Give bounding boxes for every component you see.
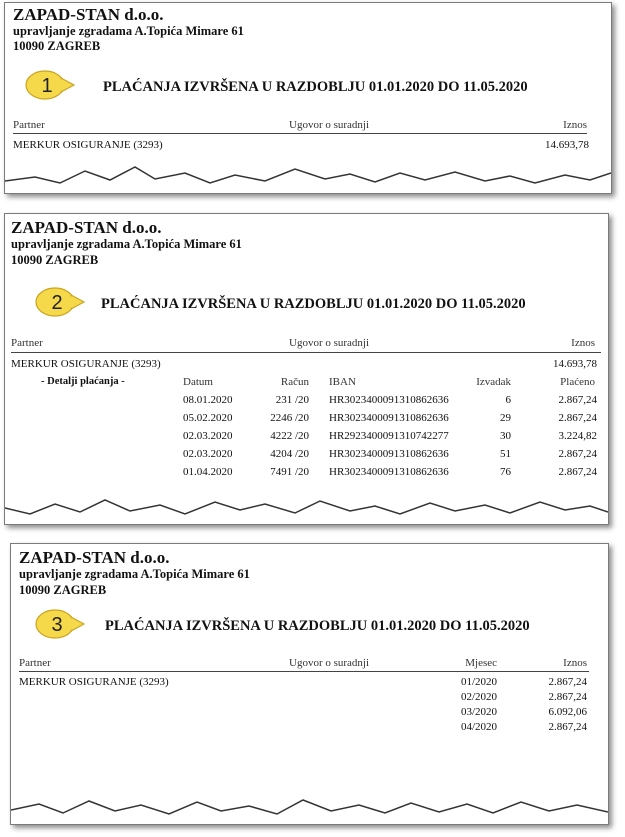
- company-address-line1: upravljanje zgradama A.Topića Mimare 61: [19, 567, 250, 581]
- detail-iban: HR3023400091310862636: [329, 466, 449, 478]
- column-header-partner: Partner: [19, 657, 51, 669]
- payment-details-label: - Detalji plaćanja -: [41, 376, 125, 387]
- detail-datum: 02.03.2020: [183, 448, 233, 460]
- month-amount: 6.092,06: [548, 706, 587, 718]
- report-panel-3: [10, 543, 609, 825]
- detail-placeno: 2.867,24: [558, 448, 597, 460]
- detail-iban: HR3023400091310862636: [329, 412, 449, 424]
- company-address-line2: 10090 ZAGREB: [19, 583, 107, 597]
- column-header-iznos: Iznos: [563, 119, 587, 131]
- month-value: 02/2020: [460, 691, 497, 703]
- column-header-ugovor: Ugovor o suradnji: [289, 657, 370, 669]
- detail-header-placeno: Plaćeno: [560, 376, 595, 388]
- callout-badge-number: 2: [51, 292, 63, 314]
- company-name: ZAPAD-STAN d.o.o.: [19, 548, 170, 567]
- report-panel-1: [4, 2, 612, 194]
- header-rule: [19, 671, 589, 672]
- company-address-line2: 10090 ZAGREB: [13, 39, 101, 53]
- month-amount: 2.867,24: [548, 676, 587, 688]
- detail-header-izvadak: Izvadak: [476, 376, 511, 388]
- company-address-line1: upravljanje zgradama A.Topića Mimare 61: [13, 24, 244, 38]
- torn-edge: [11, 784, 608, 824]
- callout-badge-number: 3: [51, 614, 63, 636]
- detail-datum: 01.04.2020: [183, 466, 233, 478]
- column-header-mjesec: Mjesec: [465, 657, 497, 669]
- detail-datum: 02.03.2020: [183, 430, 233, 442]
- company-name: ZAPAD-STAN d.o.o.: [13, 5, 164, 24]
- partner-name: MERKUR OSIGURANJE (3293): [13, 139, 163, 151]
- detail-header-datum: Datum: [183, 376, 213, 388]
- partner-total: 14.693,78: [545, 139, 589, 151]
- detail-izvadak: 29: [500, 412, 511, 424]
- partner-name: MERKUR OSIGURANJE (3293): [11, 358, 161, 370]
- partner-name: MERKUR OSIGURANJE (3293): [19, 676, 169, 688]
- detail-placeno: 2.867,24: [558, 412, 597, 424]
- detail-iban: HR3023400091310862636: [329, 448, 449, 460]
- detail-izvadak: 76: [500, 466, 511, 478]
- detail-datum: 08.01.2020: [183, 394, 233, 406]
- detail-racun: 4204 /20: [270, 448, 309, 460]
- company-name: ZAPAD-STAN d.o.o.: [11, 218, 162, 237]
- detail-datum: 05.02.2020: [183, 412, 233, 424]
- detail-placeno: 3.224,82: [558, 430, 597, 442]
- report-title: PLAĆANJA IZVRŠENA U RAZDOBLJU 01.01.2020 DO 11.05.2020: [103, 79, 528, 95]
- column-header-ugovor: Ugovor o suradnji: [289, 337, 370, 349]
- company-address-line2: 10090 ZAGREB: [11, 253, 99, 267]
- month-amount: 2.867,24: [548, 721, 587, 733]
- month-amount: 2.867,24: [548, 691, 587, 703]
- header-rule: [13, 133, 587, 134]
- column-header-partner: Partner: [13, 119, 45, 131]
- callout-badge-number: 1: [41, 75, 53, 97]
- detail-racun: 7491 /20: [270, 466, 309, 478]
- detail-izvadak: 6: [505, 394, 511, 406]
- detail-header-racun: Račun: [280, 376, 309, 388]
- month-value: 04/2020: [460, 721, 497, 733]
- detail-racun: 2246 /20: [270, 412, 309, 424]
- report-panel-2: [4, 213, 609, 525]
- torn-edge: [5, 484, 608, 524]
- report-title: PLAĆANJA IZVRŠENA U RAZDOBLJU 01.01.2020 DO 11.05.2020: [105, 618, 530, 634]
- detail-iban: HR3023400091310862636: [329, 394, 449, 406]
- company-address-line1: upravljanje zgradama A.Topića Mimare 61: [11, 237, 242, 251]
- detail-racun: 231 /20: [275, 394, 309, 406]
- torn-edge: [5, 153, 611, 193]
- detail-placeno: 2.867,24: [558, 394, 597, 406]
- column-header-iznos: Iznos: [571, 337, 595, 349]
- column-header-partner: Partner: [11, 337, 43, 349]
- header-rule: [11, 352, 601, 353]
- detail-izvadak: 30: [500, 430, 511, 442]
- detail-racun: 4222 /20: [270, 430, 309, 442]
- detail-header-iban: IBAN: [329, 376, 356, 388]
- detail-iban: HR2923400091310742277: [329, 430, 449, 442]
- partner-total: 14.693,78: [553, 358, 597, 370]
- column-header-iznos: Iznos: [563, 657, 587, 669]
- month-value: 01/2020: [460, 676, 497, 688]
- column-header-ugovor: Ugovor o suradnji: [289, 119, 370, 131]
- detail-placeno: 2.867,24: [558, 466, 597, 478]
- month-value: 03/2020: [460, 706, 497, 718]
- report-title: PLAĆANJA IZVRŠENA U RAZDOBLJU 01.01.2020 DO 11.05.2020: [101, 296, 526, 312]
- detail-izvadak: 51: [500, 448, 511, 460]
